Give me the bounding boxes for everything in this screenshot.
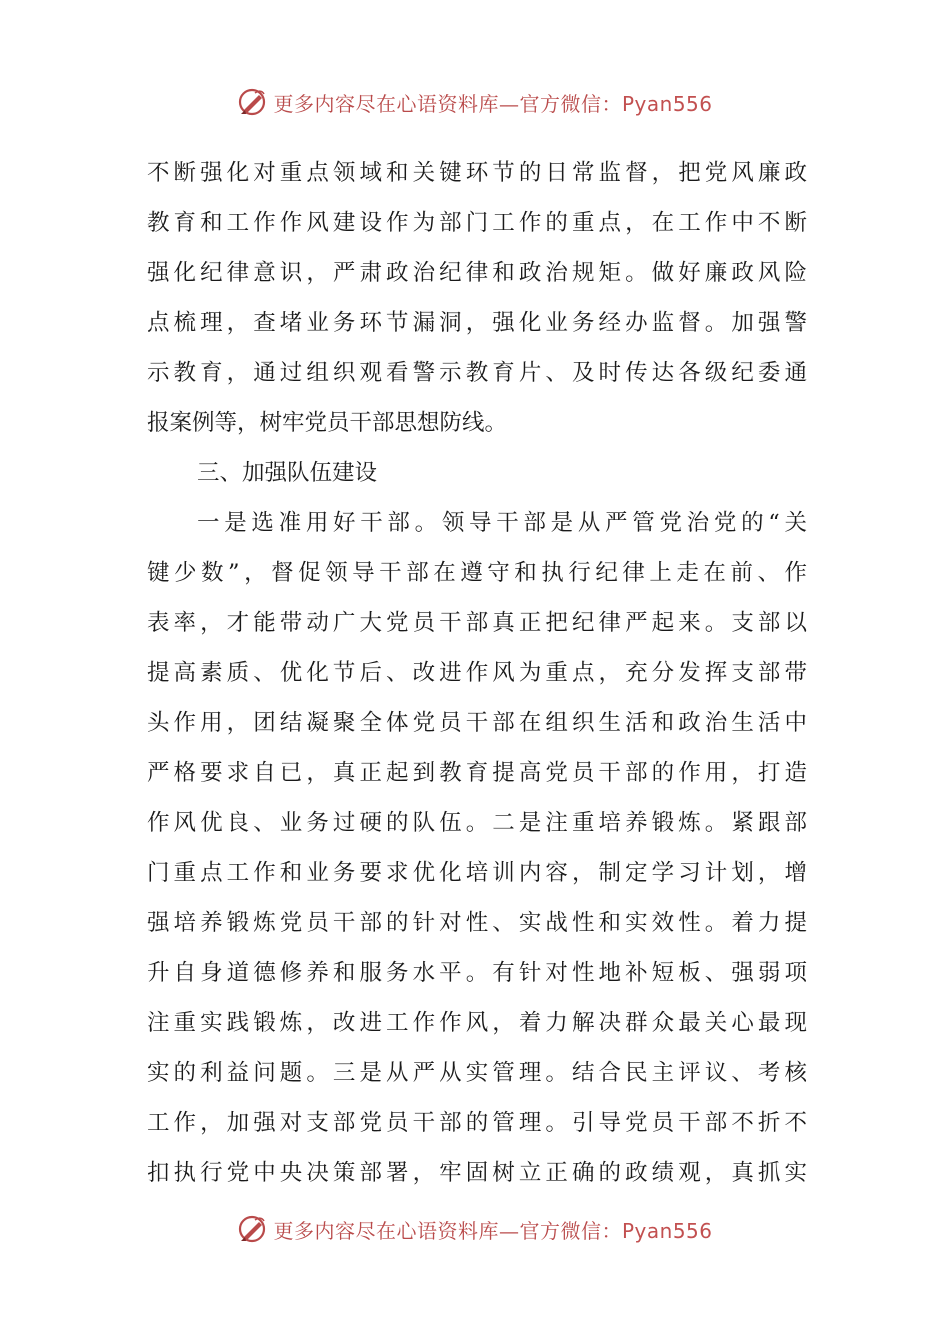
text-line: 一是选准用好干部。领导干部是从严管党治党的“关 xyxy=(197,510,807,536)
pen-logo-icon xyxy=(237,87,267,117)
wechat-id: Pyan556 xyxy=(621,91,713,116)
text-line: 注重实践锻炼，改进工作作风，着力解决群众最关心最现 xyxy=(147,1010,807,1036)
text-line: 表率，才能带动广大党员干部真正把纪律严起来。支部以 xyxy=(147,610,807,636)
watermark-text: 更多内容尽在心语资料库—官方微信：Pyan556 xyxy=(273,1218,713,1243)
wechat-id: Pyan556 xyxy=(621,1218,713,1243)
text-line: 教育和工作作风建设作为部门工作的重点，在工作中不断 xyxy=(147,210,807,236)
text-line: 门重点工作和业务要求优化培训内容，制定学习计划，增 xyxy=(147,860,807,886)
text-line: 实的利益问题。三是从严从实管理。结合民主评议、考核 xyxy=(147,1060,807,1086)
text-line: 工作，加强对支部党员干部的管理。引导党员干部不折不 xyxy=(147,1110,807,1136)
text-line: 升自身道德修养和服务水平。有针对性地补短板、强弱项 xyxy=(147,960,807,986)
text-line: 点梳理，查堵业务环节漏洞，强化业务经办监督。加强警 xyxy=(147,310,807,336)
footer-watermark xyxy=(0,1209,950,1249)
pen-logo-icon xyxy=(237,1214,267,1244)
section-heading: 三、加强队伍建设 xyxy=(197,460,378,486)
text-line: 强培养锻炼党员干部的针对性、实战性和实效性。着力提 xyxy=(147,910,807,936)
text-line: 严格要求自已，真正起到教育提高党员干部的作用，打造 xyxy=(147,760,807,786)
text-line: 扣执行党中央决策部署，牢固树立正确的政绩观，真抓实 xyxy=(147,1160,807,1186)
text-line: 不断强化对重点领域和关键环节的日常监督，把党风廉政 xyxy=(147,160,807,186)
text-line: 头作用，团结凝聚全体党员干部在组织生活和政治生活中 xyxy=(147,710,807,736)
text-line: 提高素质、优化节后、改进作风为重点，充分发挥支部带 xyxy=(147,660,807,686)
document-body xyxy=(147,148,807,1198)
text-line: 强化纪律意识，严肃政治纪律和政治规矩。做好廉政风险 xyxy=(147,260,807,286)
text-line: 作风优良、业务过硬的队伍。二是注重培养锻炼。紧跟部 xyxy=(147,810,807,836)
watermark-text: 更多内容尽在心语资料库—官方微信：Pyan556 xyxy=(273,91,713,116)
text-line: 示教育，通过组织观看警示教育片、及时传达各级纪委通 xyxy=(147,360,807,386)
text-line: 键少数”，督促领导干部在遵守和执行纪律上走在前、作 xyxy=(147,560,807,586)
text-line: 报案例等，树牢党员干部思想防线。 xyxy=(147,410,508,436)
header-watermark xyxy=(0,82,950,122)
